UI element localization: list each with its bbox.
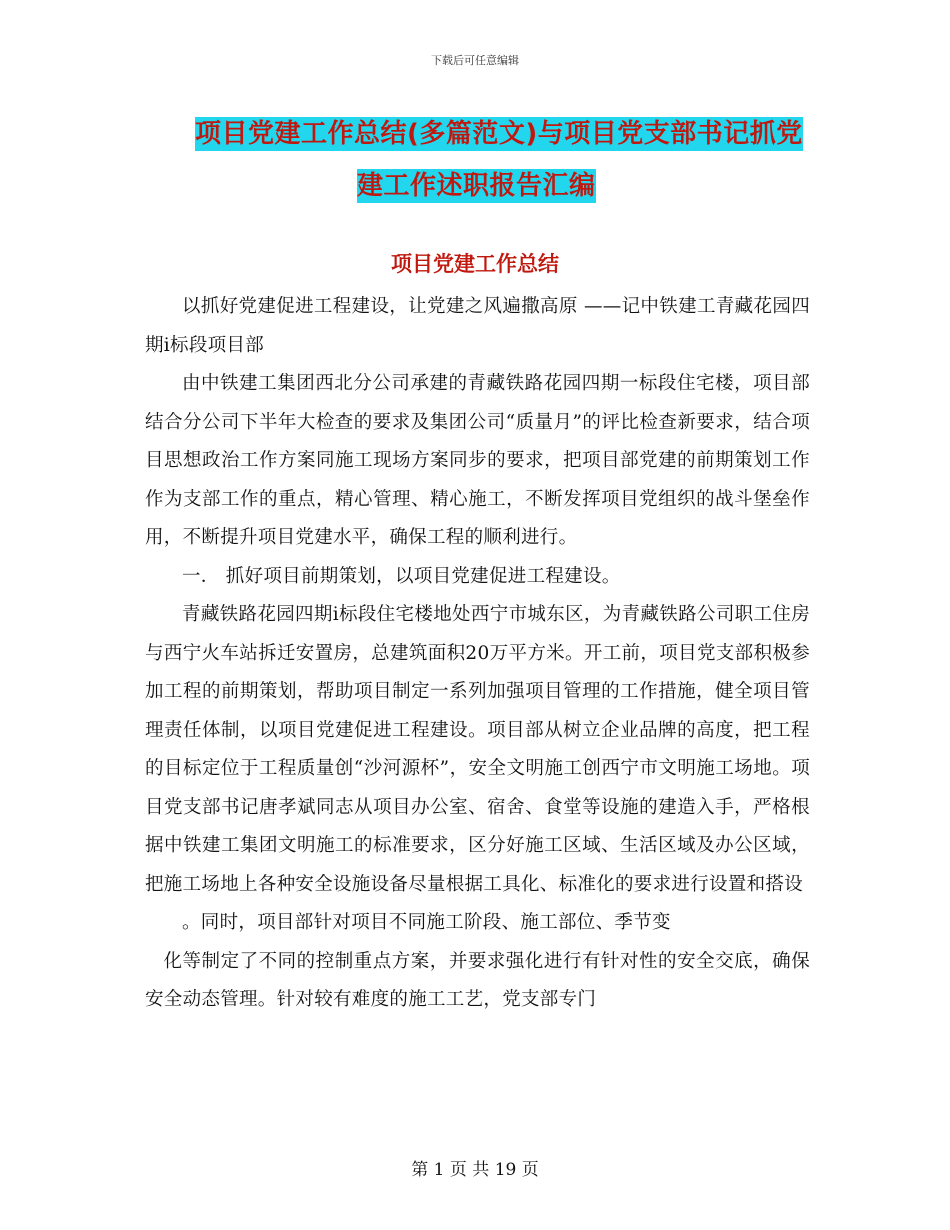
- paragraph: 由中铁建工集团西北分公司承建的青藏铁路花园四期一标段住宅楼，项目部结合分公司下半年大检查的要求及集团公司“质量月”的评比检查新要求，结合项目思想政治工作方案同施工现场方案同步的要求，把项目部党建的前期策划工作作为支部工作的重点，精心管理、精心施工，不断发挥项目党组织的战斗堡垒作用，不断提升项目党建水平，确保工程的顺利进行。: [145, 373, 810, 548]
- section-title: 项目党建工作总结: [391, 252, 559, 276]
- paragraph: 一． 抓好项目前期策划，以项目党建促进工程建设。: [182, 565, 621, 587]
- paragraph: 青藏铁路花园四期ⅰ标段住宅楼地处西宁市城东区，为青藏铁路公司职工住房与西宁火车站拆迁安置房，总建筑面积20万平方米。开工前，项目党支部积极参加工程的前期策划，帮助项目制定一系列加强项目管理的工作措施，健全项目管理责任体制，以项目党建促进工程建设。项目部从树立企业品牌的高度，把工程的目标定位于工程质量创“沙河源杯”，安全文明施工创西宁市文明施工场地。项目党支部书记唐孝斌同志从项目办公室、宿舍、食堂等设施的建造入手，严格根据中铁建工集团文明施工的标准要求，区分好施工区域、生活区域及办公区域，把施工场地上各种安全设施设备尽量根据工具化、标准化的要求进行设置和搭设: [145, 604, 810, 895]
- body-text: [145, 288, 810, 1020]
- paragraph: 化等制定了不同的控制重点方案，并要求强化进行有针对性的安全交底，确保安全动态管理。针对较有难度的施工工艺，党支部专门: [145, 950, 810, 1010]
- header-note: 下载后可任意编辑: [431, 54, 519, 67]
- document-title: [145, 108, 815, 212]
- paragraph: 以抓好党建促进工程建设，让党建之风遍撒高原 ——记中铁建工青藏花园四期ⅰ标段项目部: [145, 296, 810, 356]
- title-line-2: [145, 160, 815, 212]
- title-line-2-text: 建工作述职报告汇编: [357, 171, 596, 201]
- page-footer: 第 1 页 共 19 页: [411, 1160, 539, 1180]
- title-line-1-text: 项目党建工作总结(多篇范文)与项目党支部书记抓党: [195, 119, 803, 149]
- paragraph: 。同时，项目部针对项目不同施工阶段、施工部位、季节变: [182, 912, 671, 933]
- title-line-1: [145, 108, 815, 160]
